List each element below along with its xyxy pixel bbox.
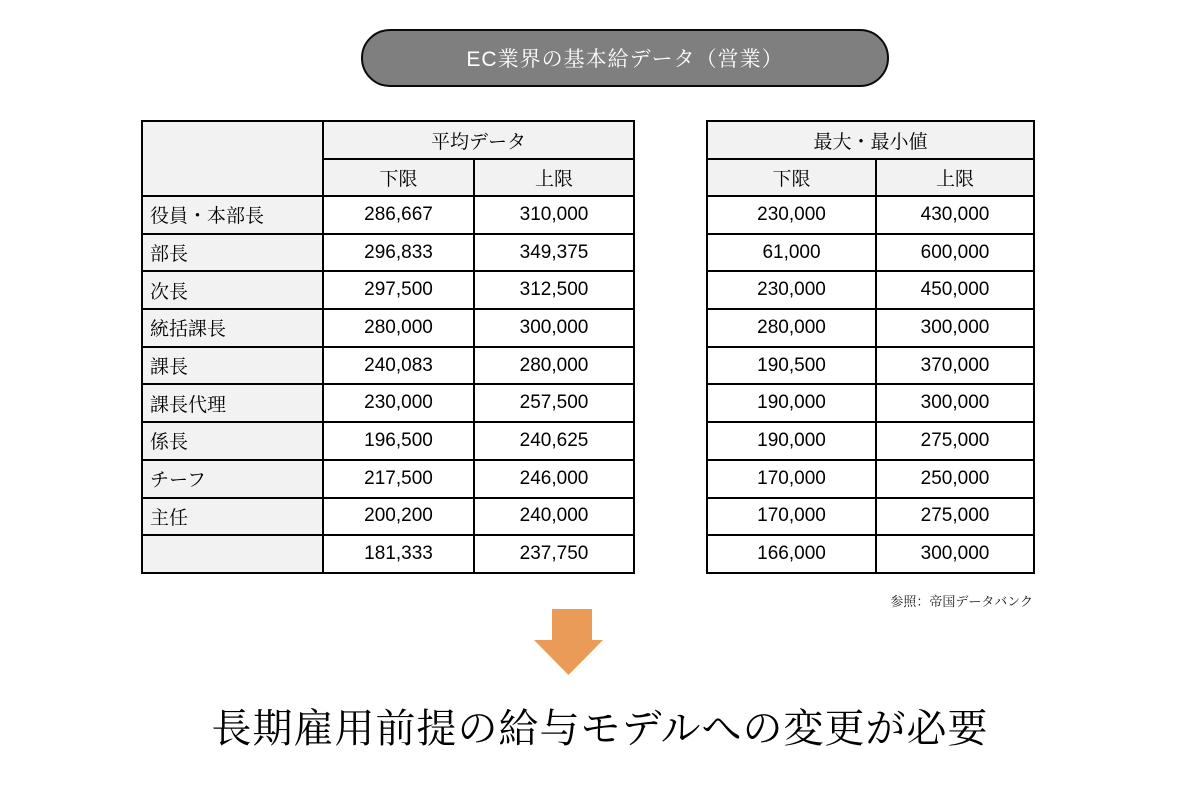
- value-cell: 280,000: [707, 309, 876, 347]
- group-header-row: [142, 121, 634, 159]
- value-cell: 217,500: [323, 460, 474, 498]
- table-row: [142, 422, 634, 460]
- down-arrow-icon: [534, 609, 603, 675]
- row-label-cell: 統括課長: [142, 309, 323, 347]
- value-cell: 170,000: [707, 498, 876, 536]
- col-header-lower: 下限: [323, 159, 474, 196]
- table-row: [142, 196, 634, 234]
- value-cell: 240,083: [323, 347, 474, 385]
- value-cell: 190,500: [707, 347, 876, 385]
- value-cell: 166,000: [707, 535, 876, 573]
- sub-header-row: [707, 159, 1034, 196]
- table-row: [707, 196, 1034, 234]
- row-label-cell: 課長: [142, 347, 323, 385]
- value-cell: 275,000: [876, 422, 1034, 460]
- value-cell: 257,500: [474, 384, 634, 422]
- table-row: [142, 460, 634, 498]
- page-title: EC業界の基本給データ（営業）: [466, 48, 784, 71]
- table-row: [707, 347, 1034, 385]
- value-cell: 170,000: [707, 460, 876, 498]
- table-row: [142, 347, 634, 385]
- value-cell: 349,375: [474, 234, 634, 272]
- value-cell: 300,000: [876, 384, 1034, 422]
- table-row: [142, 271, 634, 309]
- value-cell: 297,500: [323, 271, 474, 309]
- row-label-cell: 係長: [142, 422, 323, 460]
- table-row: [142, 384, 634, 422]
- table-row: [142, 535, 634, 573]
- value-cell: 240,625: [474, 422, 634, 460]
- value-cell: 237,750: [474, 535, 634, 573]
- average-data-table: [141, 120, 635, 574]
- row-label-cell: チーフ: [142, 460, 323, 498]
- row-label-cell: 次長: [142, 271, 323, 309]
- value-cell: 430,000: [876, 196, 1034, 234]
- value-cell: 280,000: [323, 309, 474, 347]
- minmax-table: [706, 120, 1035, 574]
- table-row: [707, 498, 1034, 536]
- value-cell: 310,000: [474, 196, 634, 234]
- table-row: [707, 384, 1034, 422]
- value-cell: 312,500: [474, 271, 634, 309]
- title-pill: [361, 29, 889, 87]
- row-label-cell: [142, 535, 323, 573]
- value-cell: 240,000: [474, 498, 634, 536]
- value-cell: 286,667: [323, 196, 474, 234]
- table-row: [142, 498, 634, 536]
- group-header-row: [707, 121, 1034, 159]
- value-cell: 280,000: [474, 347, 634, 385]
- col-header-upper: 上限: [876, 159, 1034, 196]
- value-cell: 300,000: [876, 535, 1034, 573]
- group-header-cell: 最大・最小値: [707, 121, 1034, 159]
- value-cell: 190,000: [707, 384, 876, 422]
- value-cell: 200,200: [323, 498, 474, 536]
- value-cell: 296,833: [323, 234, 474, 272]
- table-row: [707, 271, 1034, 309]
- row-label-cell: 主任: [142, 498, 323, 536]
- value-cell: 246,000: [474, 460, 634, 498]
- table-row: [707, 422, 1034, 460]
- table-row: [707, 535, 1034, 573]
- table-row: [707, 309, 1034, 347]
- corner-cell: [142, 121, 323, 196]
- down-arrow-shape: [534, 609, 603, 675]
- value-cell: 450,000: [876, 271, 1034, 309]
- row-label-cell: 役員・本部長: [142, 196, 323, 234]
- value-cell: 190,000: [707, 422, 876, 460]
- value-cell: 250,000: [876, 460, 1034, 498]
- value-cell: 300,000: [876, 309, 1034, 347]
- value-cell: 300,000: [474, 309, 634, 347]
- citation: 参照：帝国データバンク: [890, 594, 1033, 609]
- table-row: [707, 234, 1034, 272]
- col-header-lower: 下限: [707, 159, 876, 196]
- table-row: [142, 234, 634, 272]
- row-label-cell: 部長: [142, 234, 323, 272]
- value-cell: 600,000: [876, 234, 1034, 272]
- row-label-cell: 課長代理: [142, 384, 323, 422]
- group-header-cell: 平均データ: [323, 121, 634, 159]
- value-cell: 370,000: [876, 347, 1034, 385]
- value-cell: 230,000: [707, 196, 876, 234]
- value-cell: 275,000: [876, 498, 1034, 536]
- value-cell: 196,500: [323, 422, 474, 460]
- value-cell: 61,000: [707, 234, 876, 272]
- table-row: [142, 309, 634, 347]
- conclusion-text: 長期雇用前提の給与モデルへの変更が必要: [211, 707, 989, 751]
- col-header-upper: 上限: [474, 159, 634, 196]
- value-cell: 230,000: [707, 271, 876, 309]
- value-cell: 230,000: [323, 384, 474, 422]
- value-cell: 181,333: [323, 535, 474, 573]
- table-row: [707, 460, 1034, 498]
